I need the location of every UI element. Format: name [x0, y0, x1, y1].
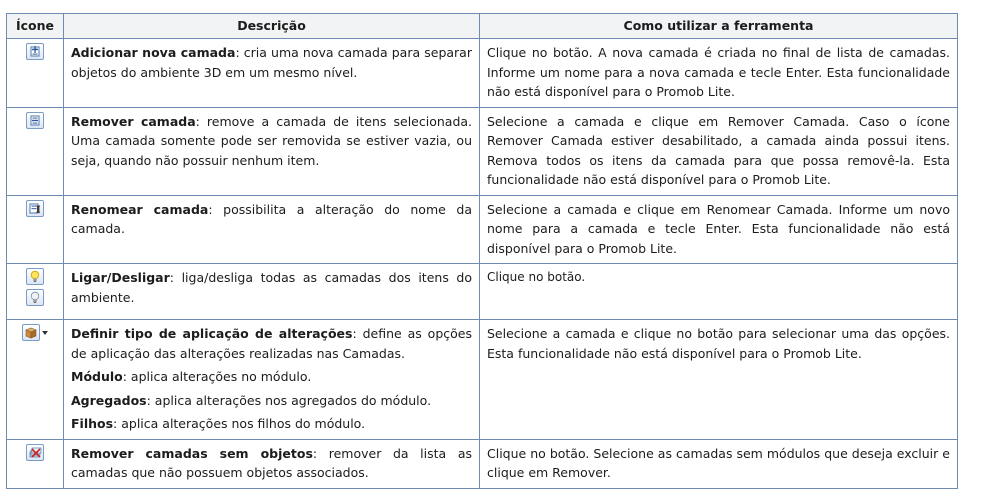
- add-layer-icon[interactable]: [26, 43, 44, 60]
- tool-title: Adicionar nova camada: [71, 45, 236, 60]
- rename-layer-icon[interactable]: [26, 200, 44, 217]
- lightbulb-icon[interactable]: [26, 268, 44, 285]
- icon-cell: [7, 195, 64, 264]
- table-row: [7, 439, 958, 488]
- table-row: [7, 195, 958, 264]
- remove-layer-icon[interactable]: [26, 112, 44, 129]
- icon-cell: [7, 439, 64, 488]
- tool-title: Renomear camada: [71, 201, 209, 217]
- icon-cell: [7, 320, 64, 440]
- header-icon: Ícone: [7, 14, 64, 39]
- icon-cell: [7, 264, 64, 320]
- usage-cell: Clique no botão. Selecione as camadas sem módulos que deseja excluir e clique em Remover.: [480, 439, 958, 488]
- tool-title: Ligar/Desligar: [71, 270, 170, 285]
- header-usage: Como utilizar a ferramenta: [480, 14, 958, 39]
- option-description: : aplica alterações nos filhos do módulo.: [113, 416, 366, 431]
- tool-description: : liga/desliga todas as camadas dos itens do ambiente.: [71, 270, 472, 305]
- header-description: Descrição: [64, 14, 480, 39]
- tool-title: Definir tipo de aplicação de alterações: [71, 326, 353, 341]
- tool-title: Remover camadas sem objetos: [71, 445, 313, 461]
- chevron-down-icon: [42, 331, 48, 335]
- option-title: Filhos: [71, 416, 114, 431]
- header-row: [7, 14, 958, 39]
- tool-description: : remover da lista as camadas que não possuem objetos associados.: [71, 445, 472, 480]
- tool-description: : remove a camada de itens selecionada. Uma camada somente pode ser removida se estiver vazia, ou seja, quando não possuir nenhum item.: [71, 113, 473, 168]
- tool-description: : define as opções de aplicação das alterações realizadas nas Camadas.: [71, 326, 472, 361]
- tool-title: Remover camada: [71, 113, 196, 129]
- option-description: : aplica alterações nos agregados do módulo.: [146, 392, 432, 408]
- description-cell: [64, 195, 480, 264]
- table-row: [7, 39, 958, 108]
- apply-changes-dropdown[interactable]: [30, 324, 40, 344]
- usage-cell: Clique no botão.: [480, 264, 958, 320]
- usage-cell: Clique no botão. A nova camada é criada no final de lista de camadas. Informe um nome para a nova camada e tecle Enter. Esta funcionalidade não está disponível para o Promob Lite.: [480, 39, 958, 108]
- tools-table: [6, 13, 958, 489]
- option-title: Módulo: [71, 369, 123, 384]
- description-cell: [64, 439, 480, 488]
- tool-description: : possibilita a alteração do nome da camada.: [71, 201, 472, 236]
- option-title: Agregados: [71, 392, 147, 408]
- tool-description: : cria uma nova camada para separar objetos do ambiente 3D em um mesmo nível.: [71, 45, 472, 80]
- table-row: [7, 107, 958, 195]
- description-cell: [64, 264, 480, 320]
- description-cell: [64, 39, 480, 108]
- usage-cell: Selecione a camada e clique no botão para selecionar uma das opções. Esta funcionalidade não está disponível para o Promob Lite.: [480, 320, 958, 440]
- table-row: [7, 264, 958, 320]
- box-icon: [22, 324, 40, 341]
- usage-cell: Selecione a camada e clique em Renomear Camada. Informe um novo nome para a camada e tecle Enter. Esta funcionalidade não está disponível para o Promob Lite.: [480, 195, 958, 264]
- description-cell: [64, 107, 480, 195]
- usage-cell: Selecione a camada e clique em Remover Camada. Caso o ícone Remover Camada estiver desabilitado, a camada ainda possui itens. Remova todos os itens da camada para que possa removê-la. Esta funcionalidade não está disponível para o Promob Lite.: [480, 107, 958, 195]
- description-cell: [64, 320, 480, 440]
- icon-cell: [7, 107, 64, 195]
- option-description: : aplica alterações no módulo.: [122, 369, 312, 384]
- icon-cell: [7, 39, 64, 108]
- remove-empty-layers-icon[interactable]: [26, 444, 44, 461]
- lightbulb-off-icon[interactable]: [26, 289, 44, 306]
- table-row: [7, 320, 958, 440]
